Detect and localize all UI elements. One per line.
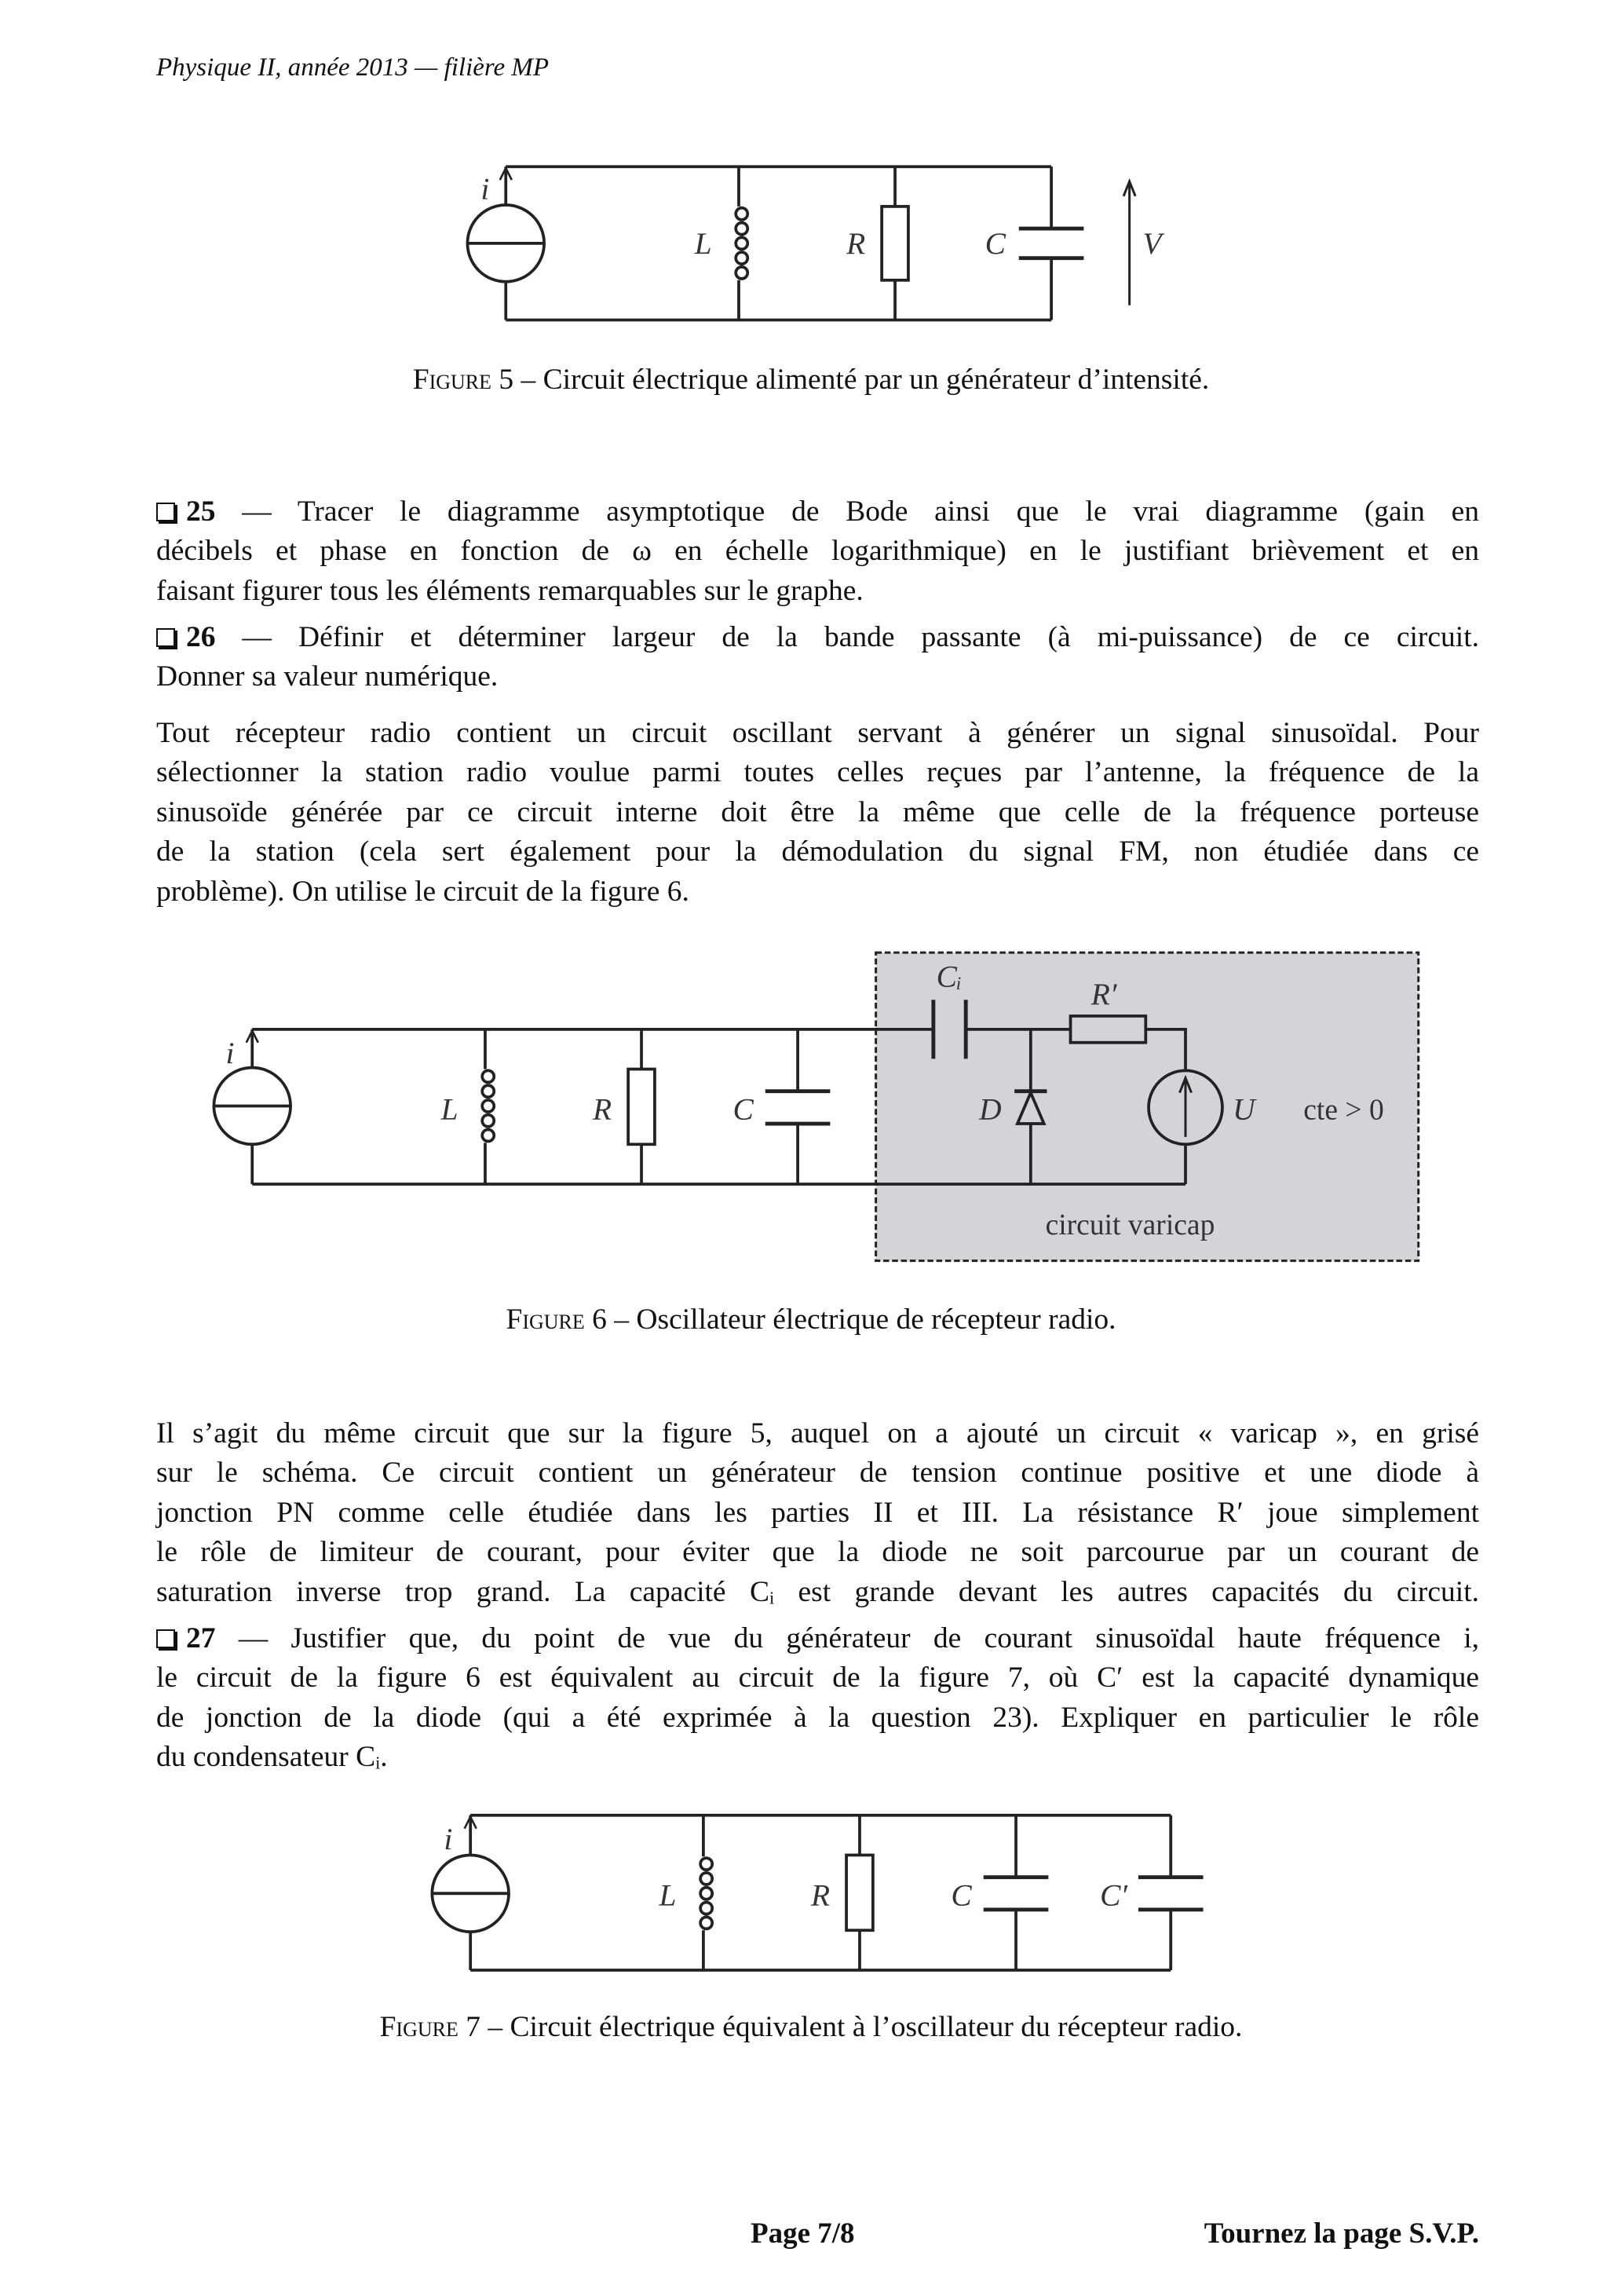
caption-label: Figure 5	[412, 364, 514, 396]
text-line: sinusoïde générée par ce circuit interne doit être la même que celle de la fréquence porteuse	[156, 795, 1479, 828]
question-number: 26	[186, 621, 216, 653]
text-line: — Tracer le diagramme asymptotique de Bode ainsi que le vrai diagramme (gain en	[242, 495, 1480, 528]
checkbox-icon	[156, 503, 175, 521]
text-line: Tout récepteur radio contient un circuit oscillant servant à générer un signal sinusoïdal. Pour	[156, 717, 1479, 749]
text-line: décibels et phase en fonction de ω en échelle logarithmique) en le justifiant brièvement et en	[156, 535, 1479, 568]
question-25	[156, 492, 1479, 611]
checkbox-icon	[156, 628, 175, 647]
caption-label: Figure 6	[506, 1303, 607, 1336]
label-i: i	[444, 1821, 453, 1856]
text-line: — Définir et déterminer largeur de la bande passante (à mi-puissance) de ce circuit.	[242, 621, 1479, 653]
question-27	[156, 1619, 1479, 1778]
paragraph-varicap	[156, 1414, 1479, 1612]
text-line: sur le schéma. Ce circuit contient un générateur de tension continue positive et une diode à	[156, 1457, 1479, 1490]
label-Rprime: R′	[1090, 976, 1117, 1011]
caption-label: Figure 7	[379, 2011, 480, 2043]
resistor-icon	[882, 166, 908, 320]
text-line: Donner sa valeur numérique.	[156, 660, 499, 693]
caption-text: – Oscillateur électrique de récepteur radio.	[606, 1303, 1116, 1336]
text-line: de la station (cela sert également pour la démodulation du signal FM, non étudiée dans ce	[156, 835, 1479, 868]
page-number: Page 7/8	[751, 2217, 855, 2250]
text-line: de jonction de la diode (qui a été exprimée à la question 23). Expliquer en particulier le rôle	[156, 1701, 1479, 1734]
current-source-icon	[467, 166, 544, 320]
inductor-icon	[482, 1029, 494, 1184]
label-D: D	[979, 1091, 1002, 1127]
text-line: — Justifier que, du point de vue du générateur de courant sinusoïdal haute fréquence i,	[238, 1622, 1479, 1654]
label-L: L	[694, 226, 712, 261]
text-line: Il s’agit du même circuit que sur la figure 5, auquel on a ajouté un circuit « varicap », en grisé	[156, 1417, 1479, 1450]
label-Cprime: C′	[1100, 1877, 1128, 1913]
capacitor-icon	[765, 1029, 831, 1184]
inductor-icon	[736, 166, 747, 320]
label-L: L	[440, 1091, 458, 1127]
question-number: 27	[186, 1622, 216, 1654]
turn-page-note: Tournez la page S.V.P.	[1204, 2217, 1479, 2250]
resistor-icon	[846, 1815, 873, 1970]
text-line: du condensateur Cᵢ.	[156, 1741, 388, 1774]
label-Ci: Cᵢ	[936, 959, 963, 994]
resistor-icon	[628, 1029, 655, 1184]
capacitor-cprime-icon	[1138, 1815, 1204, 1970]
text-line: faisant figurer tous les éléments remarquables sur le graphe.	[156, 574, 864, 607]
label-L: L	[659, 1877, 677, 1913]
figure-5-circuit	[467, 166, 1164, 320]
caption-text: – Circuit électrique équivalent à l’oscillateur du récepteur radio.	[480, 2011, 1243, 2043]
voltage-arrow-icon	[1123, 181, 1135, 305]
text-line: saturation inverse trop grand. La capacité Cᵢ est grande devant les autres capacités du circuit.	[156, 1575, 1479, 1608]
figure-5-caption	[0, 363, 1622, 397]
paragraph-radio-receiver	[156, 714, 1479, 912]
text-line: sélectionner la station radio voulue parmi toutes celles reçues par l’antenne, la fréquence de la	[156, 756, 1479, 789]
text-line: jonction PN comme celle étudiée dans les parties II et III. La résistance R′ joue simplement	[156, 1496, 1479, 1529]
capacitor-icon	[1019, 166, 1084, 320]
text-line: le circuit de la figure 6 est équivalent au circuit de la figure 7, où C′ est la capacité dynamique	[156, 1662, 1479, 1695]
figure-7-caption	[0, 2010, 1622, 2044]
inductor-icon	[700, 1815, 712, 1970]
label-i: i	[480, 171, 490, 207]
label-U: U	[1233, 1091, 1255, 1127]
label-cte: cte > 0	[1303, 1094, 1384, 1127]
text-line: problème). On utilise le circuit de la figure 6.	[156, 875, 689, 908]
text-line: le rôle de limiteur de courant, pour éviter que la diode ne soit parcourue par un courant de	[156, 1536, 1479, 1569]
label-V: V	[1142, 226, 1162, 261]
label-circuit-varicap: circuit varicap	[1045, 1208, 1215, 1241]
label-i: i	[225, 1036, 235, 1071]
label-R: R	[593, 1091, 612, 1127]
label-C: C	[985, 226, 1006, 261]
figure-6-caption	[0, 1303, 1622, 1336]
question-number: 25	[186, 495, 216, 528]
figure-6-circuit	[214, 952, 1418, 1260]
label-C: C	[951, 1877, 972, 1913]
label-R: R	[846, 226, 866, 261]
label-C: C	[732, 1091, 754, 1127]
figure-7-circuit	[432, 1815, 1203, 1970]
question-26	[156, 618, 1479, 697]
checkbox-icon	[156, 1629, 175, 1648]
label-R: R	[811, 1877, 831, 1913]
capacitor-icon	[984, 1815, 1049, 1970]
caption-text: – Circuit électrique alimenté par un générateur d’intensité.	[513, 364, 1210, 396]
page-header: Physique II, année 2013 — filière MP	[156, 53, 550, 82]
